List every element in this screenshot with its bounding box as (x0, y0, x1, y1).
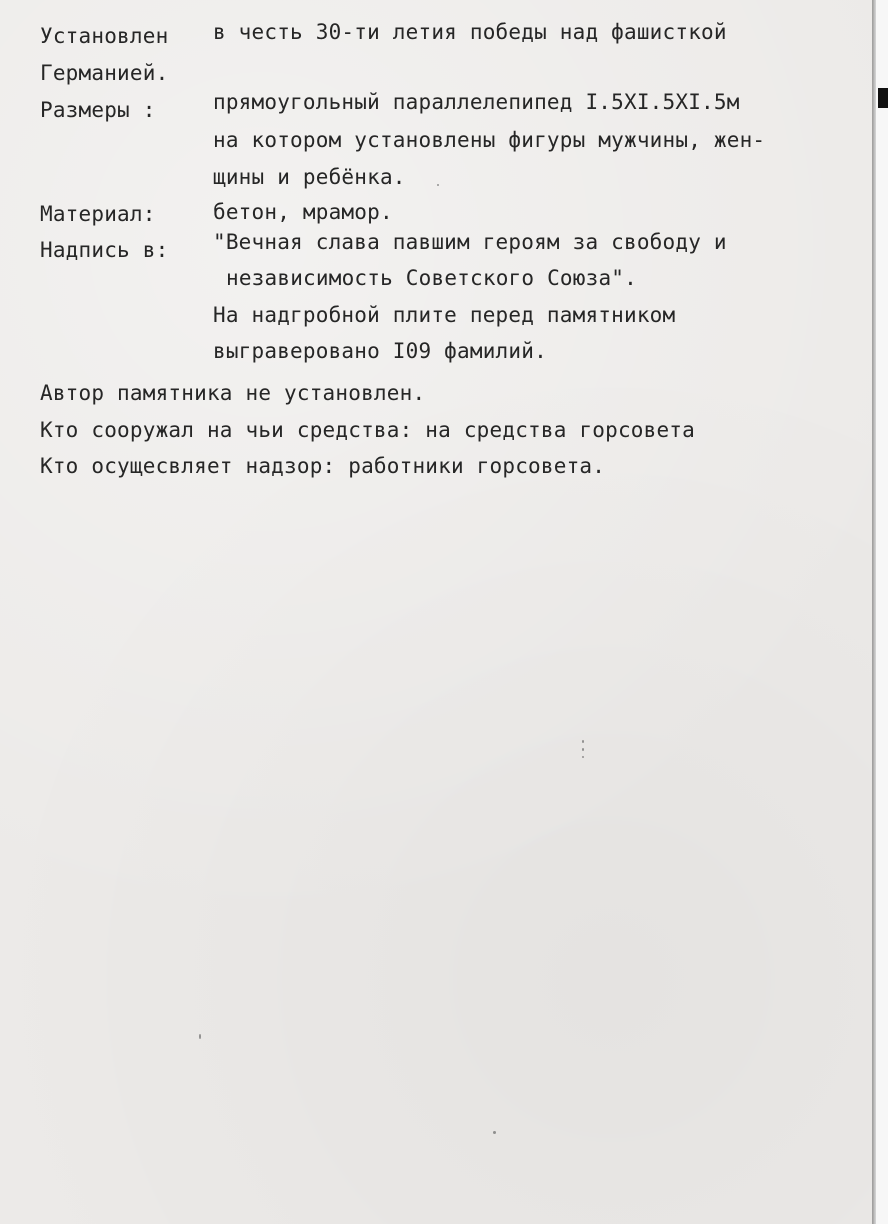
material-text: бетон, мрамор. (213, 200, 393, 224)
dimensions-text-3: щины и ребёнка. (213, 165, 406, 189)
established-text-cont: Германией. (40, 61, 169, 85)
paper-speck (199, 1034, 201, 1039)
supervision-line: Кто осущесвляет надзор: работники горсовета. (40, 454, 606, 478)
material-label: Материал: (40, 202, 156, 226)
scan-border (874, 0, 888, 1224)
author-line: Автор памятника не установлен. (40, 381, 426, 405)
dimensions-text-2: на котором установлены фигуры мужчины, жен- (213, 128, 766, 152)
inscription-text-1: "Вечная слава павшим героям за свободу и (213, 230, 727, 254)
paper-speck (582, 748, 584, 751)
inscription-text-4: выграверовано I09 фамилий. (213, 339, 547, 363)
established-text: в честь 30-ти летия победы над фашисткой (213, 20, 727, 44)
paper-speck (493, 1131, 496, 1134)
paper-edge-shadow (872, 0, 876, 1224)
scan-edge-mark (878, 88, 888, 108)
construction-funding-line: Кто сооружал на чьи средства: на средства горсовета (40, 418, 695, 442)
paper-speck (437, 184, 439, 186)
dimensions-text-1: прямоугольный параллелепипед I.5XI.5XI.5м (213, 90, 740, 114)
paper-speck (582, 756, 584, 758)
inscription-label: Надпись в: (40, 238, 169, 262)
inscription-text-3: На надгробной плите перед памятником (213, 303, 676, 327)
established-label: Установлен (40, 24, 169, 48)
dimensions-label: Размеры : (40, 98, 156, 122)
paper-speck (582, 740, 584, 743)
inscription-text-2: независимость Советского Союза". (226, 266, 637, 290)
